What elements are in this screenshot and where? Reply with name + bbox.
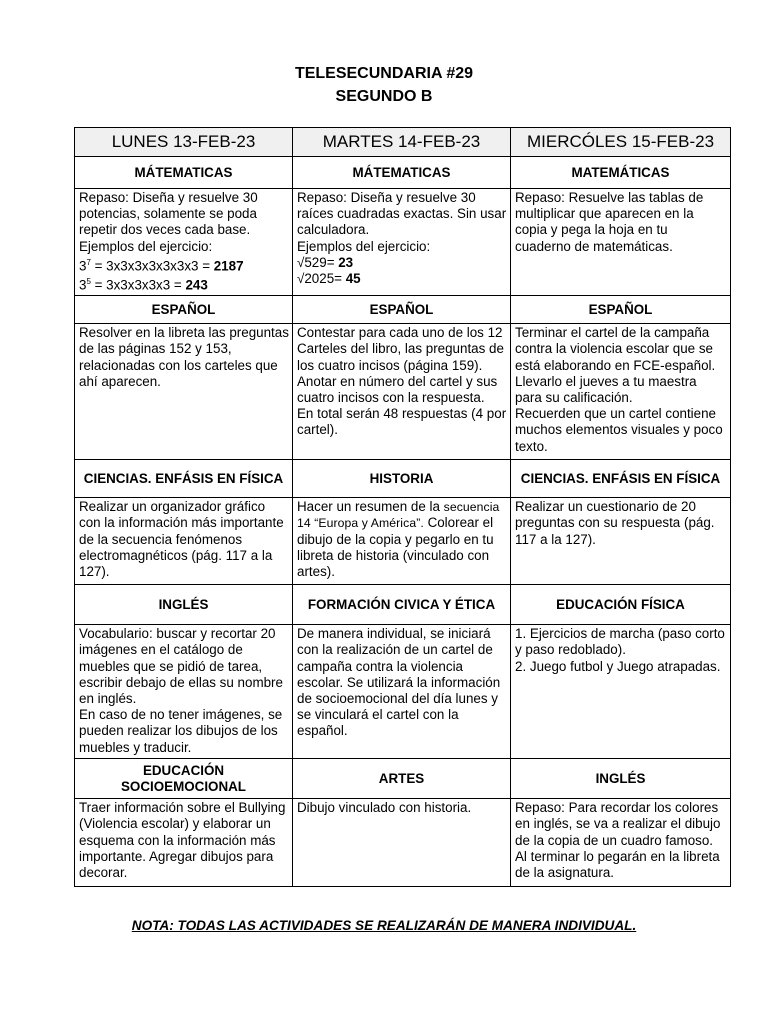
activity-row: [75, 189, 731, 296]
subject-monday: ESPAÑOL: [75, 296, 293, 324]
activity-tuesday: Dibujo vinculado con historia.: [293, 799, 511, 887]
subject-tuesday: FORMACIÓN CIVICA Y ÉTICA: [293, 585, 511, 625]
day-header-monday: LUNES 13-FEB-23: [75, 128, 293, 157]
subject-tuesday: HISTORIA: [293, 460, 511, 498]
document-subtitle: SEGUNDO B: [335, 88, 433, 105]
day-header-tuesday: MARTES 14-FEB-23: [293, 128, 511, 157]
activity-monday: Vocabulario: buscar y recortar 20 imágenes en el catálogo de muebles que se pidió de tarea, escribir debajo de ellas su nombre en inglés. En caso de no tener imágenes, se pueden realizar los dibujos de los muebles y traducir.: [75, 625, 293, 759]
example-power-1: $3^7 = 3x3x3x3x3x3x3 = 2187$: [79, 257, 244, 274]
subject-tuesday: MÁTEMATICAS: [293, 157, 511, 189]
activity-wednesday: Terminar el cartel de la campaña contra la violencia escolar que se está elaborando en FCE-español. Llevarlo el jueves a tu maestra para su calificación. Recuerden que un cartel contiene muchos elementos visuales y poco texto.: [511, 324, 731, 460]
day-header-row: [75, 128, 731, 157]
subject-wednesday: EDUCACIÓN FÍSICA: [511, 585, 731, 625]
day-header-wednesday: MIERCÓLES 15-FEB-23: [511, 128, 731, 157]
subject-tuesday: ESPAÑOL: [293, 296, 511, 324]
activity-row: [75, 799, 731, 887]
activity-wednesday: Realizar un cuestionario de 20 preguntas con su respuesta (pág. 117 a la 127).: [511, 498, 731, 585]
subject-wednesday: MATEMÁTICAS: [511, 157, 731, 189]
activity-monday: Realizar un organizador gráfico con la información más importante de la secuencia fenómenos electromagnéticos (pág. 117 a la 127).: [75, 498, 293, 585]
document-title: TELESECUNDARIA #29: [294, 65, 474, 82]
activity-wednesday: 1. Ejercicios de marcha (paso corto y paso redoblado). 2. Juego futbol y Juego atrapadas.: [511, 625, 731, 759]
activity-monday: Repaso: Diseña y resuelve 30 potencias, solamente se poda repetir dos veces cada base. Ejemplos del ejercicio: $3^7 = 3x3x3x3x3x3x3 = 2187$ $3^5 = 3x3x3x3x3 = 243$: [75, 189, 293, 296]
activity-tuesday: Repaso: Diseña y resuelve 30 raíces cuadradas exactas. Sin usar calculadora. Ejemplos del ejercicio: √529= 23 √2025= 45: [293, 189, 511, 296]
subject-row: [75, 157, 731, 189]
subject-row: [75, 585, 731, 625]
example-root-2: √2025= 45: [297, 271, 361, 287]
activity-tuesday: De manera individual, se iniciará con la realización de un cartel de campaña contra la violencia escolar. Se utilizará la información de socioemocional del día lunes y se vinculará el cartel con la español.: [293, 625, 511, 759]
footer-note: NOTA: TODAS LAS ACTIVIDADES SE REALIZARÁN DE MANERA INDIVIDUAL.: [131, 918, 637, 933]
subject-monday: CIENCIAS. ENFÁSIS EN FÍSICA: [75, 460, 293, 498]
activity-tuesday: Hacer un resumen de la secuencia 14 “Europa y América”. Colorear el dibujo de la copia y pegarlo en tu libreta de historia (vinculado con artes).: [293, 498, 511, 585]
activity-row: [75, 324, 731, 460]
subject-wednesday: CIENCIAS. ENFÁSIS EN FÍSICA: [511, 460, 731, 498]
example-root-1: √529= 23: [297, 254, 354, 270]
activity-tuesday: Contestar para cada uno de los 12 Carteles del libro, las preguntas de los cuatro incisos (página 159). Anotar en número del cartel y sus cuatro incisos con la respuesta. En total serán 48 respuestas (4 por cartel).: [293, 324, 511, 460]
activity-monday: Traer información sobre el Bullying (Violencia escolar) y elaborar un esquema con la información más importante. Agregar dibujos para decorar.: [75, 799, 293, 887]
subject-wednesday: ESPAÑOL: [511, 296, 731, 324]
activity-row: [75, 498, 731, 585]
example-power-2: $3^5 = 3x3x3x3x3 = 243$: [79, 277, 208, 293]
activity-row: [75, 625, 731, 759]
subject-row: [75, 759, 731, 799]
subject-monday: EDUCACIÓN SOCIOEMOCIONAL: [75, 759, 293, 799]
schedule-table: [74, 127, 731, 887]
subject-monday: INGLÉS: [75, 585, 293, 625]
subject-row: [75, 296, 731, 324]
subject-wednesday: INGLÉS: [511, 759, 731, 799]
subject-row: [75, 460, 731, 498]
subject-monday: MÁTEMATICAS: [75, 157, 293, 189]
activity-monday: Resolver en la libreta las preguntas de las páginas 152 y 153, relacionadas con los carteles que ahí aparecen.: [75, 324, 293, 460]
activity-wednesday: Repaso: Para recordar los colores en inglés, se va a realizar el dibujo de la copia de un cuadro famoso. Al terminar lo pegarán en la libreta de la asignatura.: [511, 799, 731, 887]
subject-tuesday: ARTES: [293, 759, 511, 799]
activity-wednesday: Repaso: Resuelve las tablas de multiplicar que aparecen en la copia y pega la hoja en tu cuaderno de matemáticas.: [511, 189, 731, 296]
